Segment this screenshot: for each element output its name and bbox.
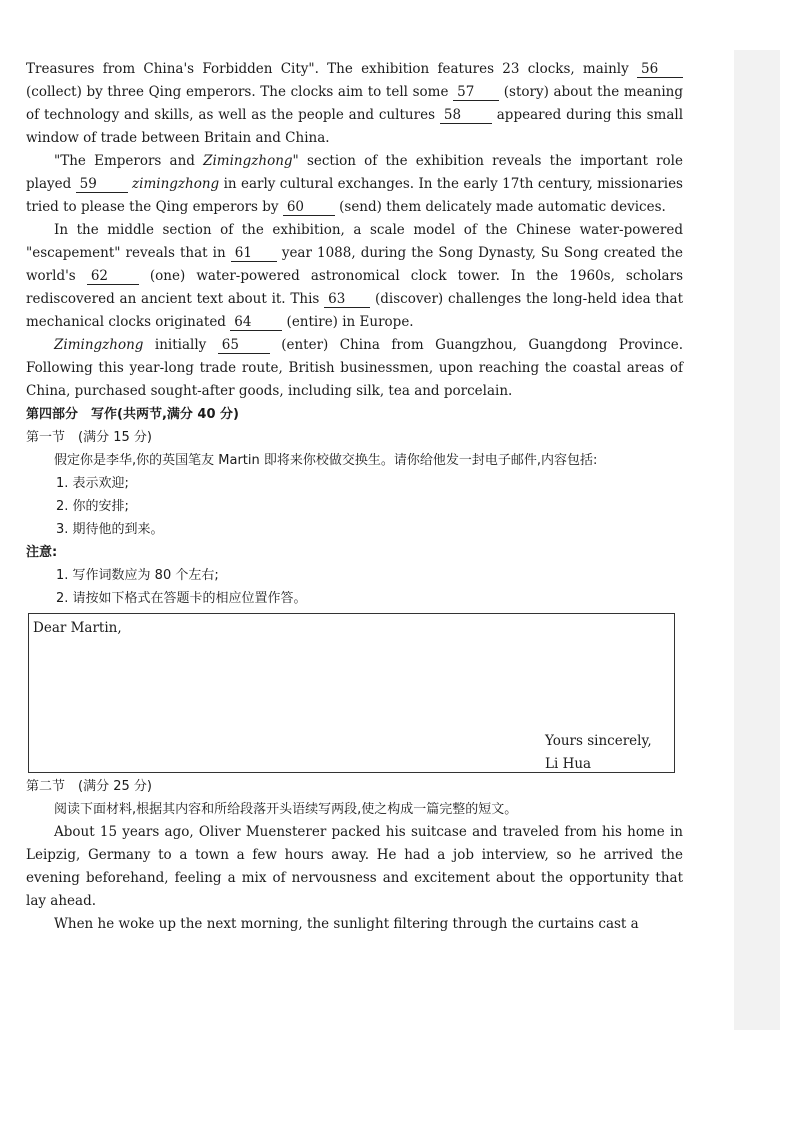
- cloze-term: Zimingzhong: [54, 337, 144, 353]
- blank-61: 61: [231, 245, 277, 262]
- cloze-text: In the middle section of the exhibition, a scale model of the Chinese water-powered "escapement" reveals that in: [26, 222, 683, 261]
- section1-prompt: 假定你是李华,你的英国笔友 Martin 即将来你校做交换生。请你给他发一封电子邮件,内容包括:: [54, 453, 598, 468]
- cloze-text: (entire) in Europe.: [286, 314, 414, 330]
- cloze-text: (enter) China from Guangzhou, Guangdong Province. Following this year-long trade route, British businessmen, upon reaching the coastal areas of China, purchased sought-after goods, including silk, tea and porcelain.: [26, 337, 683, 399]
- blank-65: 65: [218, 337, 270, 354]
- blank-56: 56: [637, 61, 683, 78]
- blank-57: 57: [453, 84, 499, 101]
- section2-title: 第二节 (满分 25 分): [26, 779, 152, 794]
- section1-title: 第一节 (满分 15 分): [26, 430, 152, 445]
- story-paragraph-1: About 15 years ago, Oliver Muensterer packed his suitcase and traveled from his home in Leipzig, Germany to a town a few hours away. He had a job interview, so he arrived the evening beforehand, feeling a mix of nervousness and excitement about the opportunity that lay ahead.: [26, 824, 683, 909]
- cloze-text: (discover) challenges the long-held idea that mechanical clocks originated: [26, 291, 684, 330]
- cloze-term: zimingzhong: [132, 176, 220, 192]
- section1-item-2: 2. 你的安排;: [56, 499, 129, 514]
- cloze-text: (one) water-powered astronomical clock tower. In the 1960s, scholars rediscovered an ancient text about it. This: [26, 268, 683, 307]
- story-paragraph-2: When he woke up the next morning, the sunlight filtering through the curtains cast a: [54, 916, 639, 932]
- blank-58: 58: [440, 107, 492, 124]
- cloze-text: initially: [154, 337, 207, 353]
- part4-title: 第四部分 写作(共两节,满分 40 分): [26, 407, 239, 422]
- letter-format-box: [28, 613, 675, 773]
- note-item-2: 2. 请按如下格式在答题卡的相应位置作答。: [56, 591, 307, 606]
- exam-content: [26, 58, 683, 936]
- blank-59: 59: [76, 176, 128, 193]
- cloze-text: (collect) by three Qing emperors. The clocks aim to tell some: [26, 84, 449, 100]
- blank-60: 60: [283, 199, 335, 216]
- cloze-text: (story) about the meaning of technology and skills, as well as the people and cultures: [26, 84, 684, 123]
- cloze-text: "The Emperors and: [54, 153, 204, 169]
- section1-item-1: 1. 表示欢迎;: [56, 476, 129, 491]
- cloze-paragraph-3: [26, 219, 683, 334]
- cloze-paragraph-1: [26, 58, 683, 150]
- cloze-paragraph-2: [26, 150, 683, 219]
- cloze-text: in early cultural exchanges. In the early 17th century, missionaries tried to please the Qing emperors by: [26, 176, 683, 215]
- cloze-text: (send) them delicately made automatic devices.: [339, 199, 666, 215]
- letter-salutation: Dear Martin,: [33, 620, 122, 636]
- cloze-text: year 1088, during the Song Dynasty, Su Song created the world's: [26, 245, 683, 284]
- note-item-1: 1. 写作词数应为 80 个左右;: [56, 568, 219, 583]
- blank-64: 64: [230, 314, 282, 331]
- letter-closing: Yours sincerely,: [545, 733, 652, 749]
- cloze-term: Zimingzhong: [203, 153, 293, 169]
- letter-signature: Li Hua: [545, 756, 592, 772]
- cloze-text: " section of the exhibition reveals the important role played: [26, 153, 683, 192]
- cloze-text: appeared during this small window of trade between Britain and China.: [26, 107, 684, 146]
- cloze-text: Treasures from China's Forbidden City". The exhibition features 23 clocks, mainly: [26, 61, 629, 77]
- cloze-paragraph-4: [26, 334, 683, 403]
- blank-63: 63: [324, 291, 370, 308]
- blank-62: 62: [87, 268, 139, 285]
- section2-prompt: 阅读下面材料,根据其内容和所给段落开头语续写两段,使之构成一篇完整的短文。: [54, 802, 518, 817]
- section1-item-3: 3. 期待他的到来。: [56, 522, 164, 537]
- note-title: 注意:: [26, 545, 58, 560]
